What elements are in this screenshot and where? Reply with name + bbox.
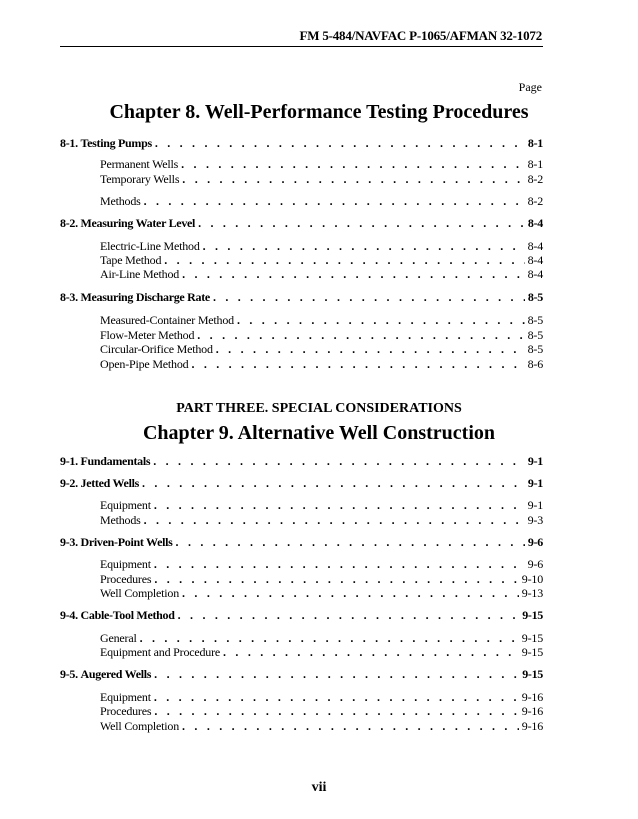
toc-section-9-3[interactable] bbox=[60, 535, 543, 549]
page-ref: 9-3 bbox=[527, 513, 543, 527]
dot-leader bbox=[182, 586, 519, 600]
page-ref: 8-6 bbox=[527, 357, 543, 371]
toc-subsection[interactable] bbox=[100, 357, 543, 371]
toc-subsection[interactable] bbox=[100, 719, 543, 733]
dot-leader bbox=[182, 267, 525, 281]
toc-section-9-2[interactable] bbox=[60, 476, 543, 490]
toc-section-9-4[interactable] bbox=[60, 608, 543, 622]
toc-subsection[interactable] bbox=[100, 313, 543, 327]
page-ref: 9-6 bbox=[527, 535, 543, 549]
subsection-title: Methods bbox=[100, 194, 141, 208]
page-ref: 9-16 bbox=[521, 690, 543, 704]
toc-section-8-2[interactable] bbox=[60, 216, 543, 230]
toc-subsection[interactable] bbox=[100, 513, 543, 527]
toc-subsection[interactable] bbox=[100, 172, 543, 186]
page-ref: 9-15 bbox=[522, 667, 543, 681]
page-ref: 8-1 bbox=[527, 157, 543, 171]
dot-leader bbox=[142, 476, 525, 490]
page-ref: 9-16 bbox=[521, 719, 543, 733]
section-number: 9-2. bbox=[60, 476, 78, 490]
page-ref: 9-16 bbox=[521, 704, 543, 718]
dot-leader bbox=[154, 557, 525, 571]
page-ref: 8-4 bbox=[527, 253, 543, 267]
page-ref: 8-2 bbox=[527, 194, 543, 208]
toc-subsection[interactable] bbox=[100, 704, 543, 718]
dot-leader bbox=[182, 172, 524, 186]
toc-section-8-1[interactable] bbox=[60, 136, 543, 150]
section-number: 8-2. bbox=[60, 216, 78, 230]
section-title: Driven-Point Wells bbox=[80, 535, 173, 549]
page-ref: 9-1 bbox=[527, 476, 543, 490]
dot-leader bbox=[153, 454, 525, 468]
toc-subsection[interactable] bbox=[100, 342, 543, 356]
dot-leader bbox=[144, 194, 525, 208]
subsection-title: General bbox=[100, 631, 137, 645]
section-number: 8-1. bbox=[60, 136, 78, 150]
toc-subsection[interactable] bbox=[100, 328, 543, 342]
page-ref: 8-1 bbox=[527, 136, 543, 150]
toc-subsection[interactable] bbox=[100, 157, 543, 171]
dot-leader bbox=[181, 157, 524, 171]
page-ref: 9-6 bbox=[527, 557, 543, 571]
subsection-title: Well Completion bbox=[100, 586, 180, 600]
subsection-title: Equipment and Procedure bbox=[100, 645, 221, 659]
toc-subsection[interactable] bbox=[100, 690, 543, 704]
page-ref: 9-15 bbox=[521, 645, 543, 659]
dot-leader bbox=[154, 498, 525, 512]
header-rule bbox=[60, 46, 543, 47]
dot-leader bbox=[182, 719, 519, 733]
toc-subsection[interactable] bbox=[100, 194, 543, 208]
page-ref: 9-15 bbox=[521, 631, 543, 645]
section-number: 9-1. bbox=[60, 454, 78, 468]
toc-subsection[interactable] bbox=[100, 645, 543, 659]
page-ref: 9-1 bbox=[527, 498, 543, 512]
dot-leader bbox=[197, 328, 524, 342]
subsection-title: Procedures bbox=[100, 572, 152, 586]
page-column-label: Page bbox=[518, 80, 542, 94]
running-header: FM 5-484/NAVFAC P-1065/AFMAN 32-1072 bbox=[299, 28, 542, 43]
page-ref: 8-5 bbox=[527, 328, 543, 342]
dot-leader bbox=[191, 357, 524, 371]
page-ref: 8-4 bbox=[527, 216, 543, 230]
dot-leader bbox=[223, 645, 519, 659]
toc-subsection[interactable] bbox=[100, 498, 543, 512]
toc-subsection[interactable] bbox=[100, 586, 543, 600]
page-ref: 9-1 bbox=[527, 454, 543, 468]
toc-subsection[interactable] bbox=[100, 631, 543, 645]
dot-leader bbox=[154, 704, 518, 718]
section-title: Testing Pumps bbox=[80, 136, 152, 150]
subsection-title: Tape Method bbox=[100, 253, 162, 267]
toc-subsection[interactable] bbox=[100, 557, 543, 571]
section-number: 8-3. bbox=[60, 290, 78, 304]
page-ref: 9-13 bbox=[521, 586, 543, 600]
dot-leader bbox=[178, 608, 520, 622]
page-ref: 9-10 bbox=[521, 572, 543, 586]
dot-leader bbox=[237, 313, 525, 327]
page-ref: 8-4 bbox=[527, 239, 543, 253]
dot-leader bbox=[216, 342, 525, 356]
section-number: 9-4. bbox=[60, 608, 78, 622]
dot-leader bbox=[154, 572, 518, 586]
chapter-8-title: Chapter 8. Well-Performance Testing Procedures bbox=[109, 101, 529, 123]
page-number: vii bbox=[311, 780, 327, 795]
subsection-title: Air-Line Method bbox=[100, 267, 180, 281]
dot-leader bbox=[213, 290, 525, 304]
toc-subsection[interactable] bbox=[100, 267, 543, 281]
subsection-title: Equipment bbox=[100, 557, 151, 571]
section-number: 9-3. bbox=[60, 535, 78, 549]
section-title: Augered Wells bbox=[80, 667, 152, 681]
toc-section-8-3[interactable] bbox=[60, 290, 543, 304]
dot-leader bbox=[144, 513, 525, 527]
toc-section-9-5[interactable] bbox=[60, 667, 543, 681]
subsection-title: Temporary Wells bbox=[100, 172, 180, 186]
page-ref: 8-5 bbox=[527, 290, 543, 304]
section-title: Measuring Discharge Rate bbox=[80, 290, 210, 304]
subsection-title: Methods bbox=[100, 513, 141, 527]
page-ref: 8-5 bbox=[527, 313, 543, 327]
subsection-title: Circular-Orifice Method bbox=[100, 342, 213, 356]
toc-section-9-1[interactable] bbox=[60, 454, 543, 468]
section-number: 9-5. bbox=[60, 667, 78, 681]
dot-leader bbox=[154, 667, 519, 681]
dot-leader bbox=[203, 239, 525, 253]
subsection-title: Permanent Wells bbox=[100, 157, 179, 171]
dot-leader bbox=[176, 535, 525, 549]
subsection-title: Open-Pipe Method bbox=[100, 357, 189, 371]
section-title: Measuring Water Level bbox=[80, 216, 196, 230]
dot-leader bbox=[155, 136, 525, 150]
page-ref: 8-2 bbox=[527, 172, 543, 186]
toc-subsection[interactable] bbox=[100, 253, 543, 267]
dot-leader bbox=[154, 690, 519, 704]
section-title: Fundamentals bbox=[80, 454, 151, 468]
dot-leader bbox=[164, 253, 524, 267]
page-ref: 9-15 bbox=[522, 608, 543, 622]
subsection-title: Flow-Meter Method bbox=[100, 328, 195, 342]
toc-subsection[interactable] bbox=[100, 239, 543, 253]
subsection-title: Electric-Line Method bbox=[100, 239, 200, 253]
section-title: Jetted Wells bbox=[80, 476, 140, 490]
page-ref: 8-4 bbox=[527, 267, 543, 281]
part-three-heading: PART THREE. SPECIAL CONSIDERATIONS bbox=[176, 401, 462, 416]
section-title: Cable-Tool Method bbox=[80, 608, 175, 622]
dot-leader bbox=[140, 631, 519, 645]
dot-leader bbox=[198, 216, 525, 230]
page-ref: 8-5 bbox=[527, 342, 543, 356]
subsection-title: Measured-Container Method bbox=[100, 313, 234, 327]
toc-subsection[interactable] bbox=[100, 572, 543, 586]
subsection-title: Equipment bbox=[100, 498, 151, 512]
subsection-title: Well Completion bbox=[100, 719, 180, 733]
subsection-title: Procedures bbox=[100, 704, 152, 718]
subsection-title: Equipment bbox=[100, 690, 151, 704]
chapter-9-title: Chapter 9. Alternative Well Construction bbox=[142, 422, 496, 444]
